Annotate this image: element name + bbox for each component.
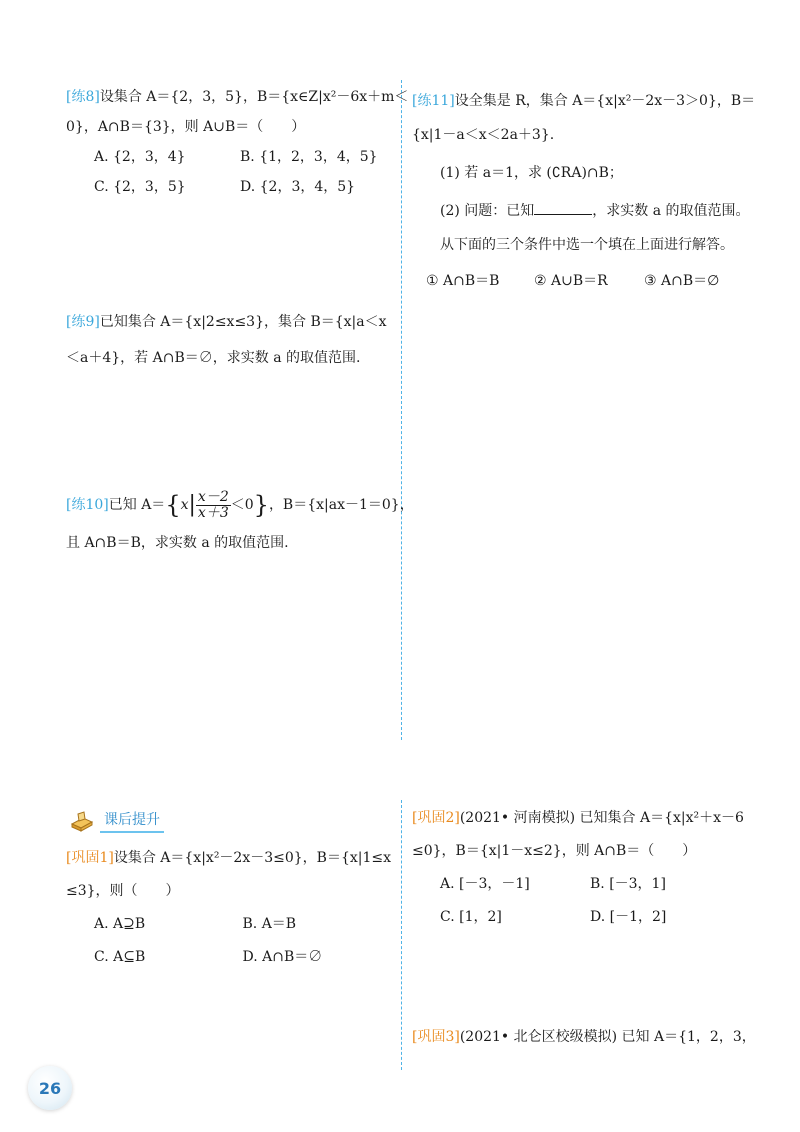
right-brace: } — [253, 491, 269, 519]
condition-3: ③ A∩B＝∅ — [644, 273, 720, 289]
question-text: (2021• 河南模拟) 已知集合 A＝{x|x²＋x－6 — [459, 810, 744, 826]
option-row — [66, 172, 386, 202]
option-d: D. [－1，2] — [590, 909, 667, 925]
practice-tag: [巩固3] — [412, 1029, 460, 1045]
exercise-8-line-1 — [66, 82, 409, 112]
exercise-10 — [66, 486, 414, 562]
option-a: A. {2，3，4} — [94, 149, 186, 165]
option-b: B. [－3，1] — [590, 876, 666, 892]
practice-1-line-2: ≤3}，则（ ） — [66, 883, 180, 899]
question-text: (2021• 北仑区校级模拟) 已知 A＝{1，2，3， — [459, 1029, 756, 1045]
option-c: C. [1，2] — [440, 909, 502, 925]
exercise-11-line-2: {x|1－a＜x＜2a＋3}. — [412, 127, 555, 143]
exercise-10-line-1 — [66, 486, 414, 524]
exercise-tag: [练11] — [412, 93, 455, 109]
exercise-9-line-1 — [66, 304, 391, 340]
question-text: 设集合 A＝{2，3，5}，B＝{x∈Z|x²－6x＋m＜ — [99, 89, 409, 105]
exercise-8 — [66, 82, 409, 202]
section-title: 课后提升 — [100, 809, 164, 833]
column-divider-bottom — [401, 800, 402, 1070]
book-icon — [70, 810, 94, 832]
practice-3 — [412, 1022, 757, 1052]
fraction-numerator: x－2 — [197, 488, 229, 505]
option-a: A. [－3，－1] — [440, 876, 530, 892]
left-brace: { — [165, 491, 181, 519]
practice-tag: [巩固1] — [66, 850, 114, 866]
option-row — [412, 868, 757, 901]
exercise-11-instruction: 从下面的三个条件中选一个填在上面进行解答。 — [440, 237, 734, 253]
question-text: 设集合 A＝{x|x²－2x－3≤0}，B＝{x|1≤x — [113, 850, 392, 866]
exercise-11-line-1 — [412, 86, 756, 116]
exercise-8-line-2: 0}，A∩B＝{3}，则 A∪B＝（ ） — [66, 119, 306, 135]
question-text: 已知集合 A＝{x|2≤x≤3}，集合 B＝{x|a＜x — [99, 314, 387, 330]
exercise-9 — [66, 304, 391, 376]
question-text: 已知 A＝ — [108, 497, 166, 513]
option-row — [66, 941, 391, 974]
option-d: D. A∩B＝∅ — [242, 949, 323, 965]
exercise-11 — [412, 86, 756, 296]
condition-2: ② A∪B＝R — [534, 273, 608, 289]
option-d: D. {2，3，4，5} — [240, 179, 356, 195]
condition-row — [412, 266, 752, 296]
option-a: A. A⊇B — [94, 916, 146, 932]
relation-text: ＜0 — [230, 497, 254, 513]
option-c: C. A⊆B — [94, 949, 146, 965]
question-text: ，求实数 a 的取值范围。 — [592, 203, 750, 219]
fraction-denominator: x＋3 — [197, 504, 229, 521]
set-bar: | — [188, 492, 196, 517]
fill-blank — [534, 201, 592, 215]
practice-1-line-1 — [66, 842, 391, 875]
exercise-9-line-2: ＜a＋4}，若 A∩B＝∅，求实数 a 的取值范围. — [66, 350, 361, 366]
option-row — [66, 908, 391, 941]
exercise-11-q2 — [412, 196, 752, 226]
exercise-tag: [练10] — [66, 497, 109, 513]
option-row — [412, 901, 757, 934]
set-variable: x — [180, 497, 189, 513]
practice-2-line-1 — [412, 802, 757, 835]
option-row — [66, 142, 386, 172]
question-text: ，B＝{x|ax－1＝0}， — [268, 497, 414, 513]
exercise-tag: [练8] — [66, 89, 100, 105]
condition-1: ① A∩B＝B — [426, 273, 500, 289]
option-c: C. {2，3，5} — [94, 179, 186, 195]
question-text: (2) 问题：已知 — [440, 203, 535, 219]
exercise-tag: [练9] — [66, 314, 100, 330]
exercise-10-line-2: 且 A∩B＝B，求实数 a 的取值范围. — [66, 535, 289, 551]
page-number: 26 — [28, 1066, 72, 1110]
practice-2-line-2: ≤0}，B＝{x|1－x≤2}，则 A∩B＝（ ） — [412, 843, 697, 859]
option-b: B. {1，2，3，4，5} — [240, 149, 378, 165]
option-b: B. A＝B — [242, 916, 297, 932]
exercise-11-q1: (1) 若 a＝1，求 (∁RA)∩B； — [440, 165, 623, 181]
question-text: 设全集是 R，集合 A＝{x|x²－2x－3＞0}，B＝ — [454, 93, 756, 109]
practice-3-line-1 — [412, 1022, 757, 1052]
column-divider-top — [401, 80, 402, 740]
practice-2 — [412, 802, 757, 934]
fraction — [196, 490, 231, 521]
practice-1 — [66, 842, 391, 974]
section-heading — [70, 808, 164, 834]
practice-tag: [巩固2] — [412, 810, 460, 826]
